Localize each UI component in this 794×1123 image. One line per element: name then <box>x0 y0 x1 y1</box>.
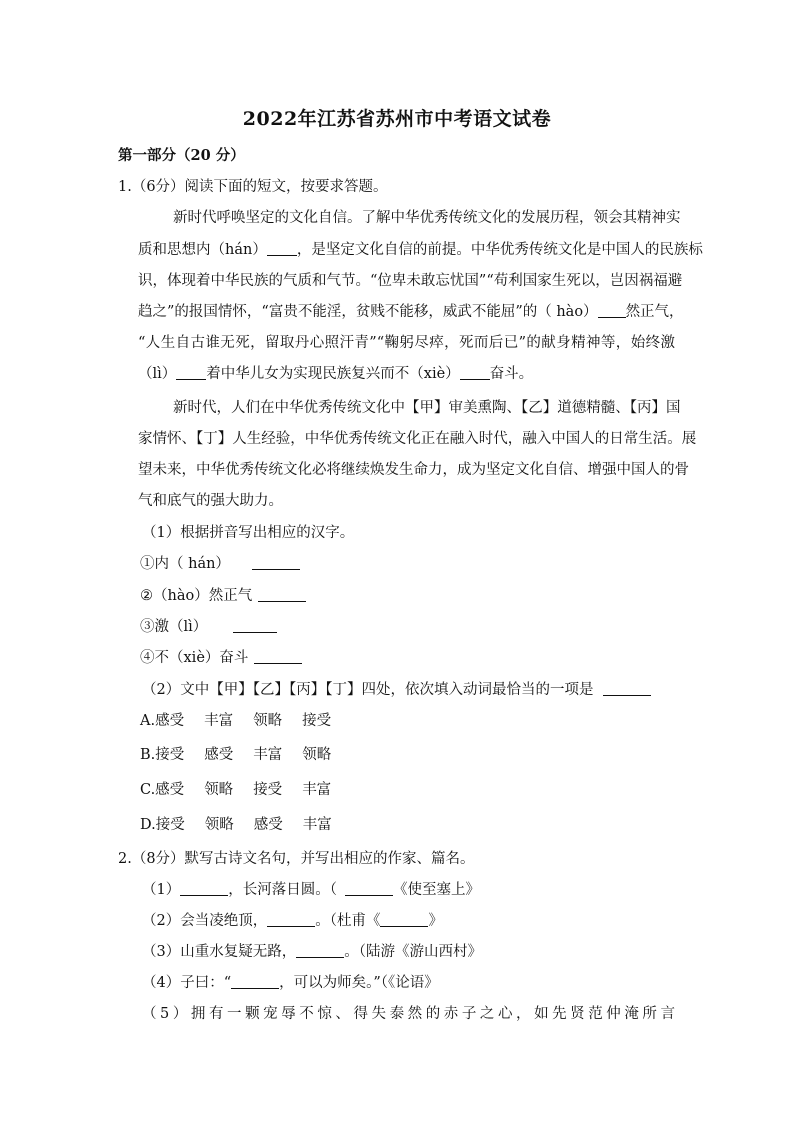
option-word: A.感受 <box>140 713 185 729</box>
passage-line <box>138 240 703 260</box>
option-word: 丰富 <box>302 782 332 798</box>
option-word: 丰富 <box>204 713 234 729</box>
item-text: （1） <box>142 882 181 898</box>
passage-text: 然正气， <box>625 304 684 320</box>
pinyin-prompt: （lì） <box>138 366 177 382</box>
answer-blank[interactable] <box>231 974 279 989</box>
pinyin-item <box>140 554 300 574</box>
option-word: 领略 <box>204 817 234 833</box>
item-text: （4）子曰：“ <box>142 975 232 991</box>
answer-blank[interactable] <box>176 365 206 380</box>
passage-line: 望未来，中华优秀传统文化必将继续焕发生命力，成为坚定文化自信、增强中国人的骨 <box>138 462 689 478</box>
option-word: B.接受 <box>140 747 185 763</box>
passage-line <box>138 364 533 384</box>
passage-line: 家情怀、【丁】人生经验，中华优秀传统文化正在融入时代，融入中国人的日常生活。展 <box>138 431 697 447</box>
pinyin-item-label: ②（hào）然正气 <box>140 588 253 604</box>
passage-line: “人生自古谁无死，留取丹心照汗青”“鞠躬尽瘁，死而后已”的献身精神等，始终激 <box>138 335 675 351</box>
answer-blank[interactable] <box>267 241 297 256</box>
passage-text: 趋之”的报国情怀，“富贵不能淫，贫贱不能移，威武不能屈”的（ hào） <box>138 304 598 320</box>
recitation-item <box>142 911 443 931</box>
item-text: （3）山重水复疑无路， <box>142 944 297 960</box>
option-word: 丰富 <box>253 747 283 763</box>
pinyin-item <box>140 586 306 606</box>
item-text: 《使至塞上》 <box>392 882 480 898</box>
answer-blank[interactable] <box>345 881 393 896</box>
sub-question-1: （1）根据拼音写出相应的汉字。 <box>142 525 355 541</box>
answer-blank[interactable] <box>233 618 277 633</box>
answer-blank[interactable] <box>180 881 228 896</box>
passage-line <box>138 302 684 322</box>
passage-line: 识，体现着中华民族的气质和气节。“位卑未敢忘忧国”“苟利国家生死以，岂因祸福避 <box>138 273 683 289</box>
answer-blank[interactable] <box>380 912 428 927</box>
item-text: 》 <box>428 913 443 929</box>
option-word: 感受 <box>253 817 283 833</box>
choice-option[interactable] <box>140 815 332 835</box>
answer-blank[interactable] <box>296 943 344 958</box>
answer-blank[interactable] <box>252 555 300 570</box>
pinyin-item <box>140 648 302 668</box>
choice-option[interactable] <box>140 711 331 731</box>
option-word: 接受 <box>302 713 332 729</box>
pinyin-item-label: ①内（ hán） <box>140 556 230 572</box>
passage-line: 新时代呼唤坚定的文化自信。了解中华优秀传统文化的发展历程，领会其精神实 <box>173 210 681 226</box>
option-word: 领略 <box>302 747 332 763</box>
item-text: （2）会当凌绝顶， <box>142 913 268 929</box>
passage-line: 新时代，人们在中华优秀传统文化中【甲】审美熏陶、【乙】道德精髓、【丙】国 <box>173 400 681 416</box>
pinyin-item-label: ③激（lì） <box>140 619 208 635</box>
option-word: 领略 <box>253 713 283 729</box>
page-title: 2022年江苏省苏州市中考语文试卷 <box>242 108 552 130</box>
option-word: 领略 <box>204 782 234 798</box>
item-text: 。（陆游《游山西村》 <box>344 944 482 960</box>
pinyin-item-label: ④不（xiè）奋斗 <box>140 650 249 666</box>
pinyin-item <box>140 617 277 637</box>
option-word: 丰富 <box>302 817 332 833</box>
choice-option[interactable] <box>140 745 331 765</box>
passage-text: 着中华儿女为实现民族复兴而不（xiè） <box>206 366 460 382</box>
option-word: D.接受 <box>140 817 185 833</box>
part-heading: 第一部分（20 分） <box>118 147 245 164</box>
choice-option[interactable] <box>140 780 331 800</box>
sub-question-2 <box>142 680 651 700</box>
answer-blank[interactable] <box>460 365 490 380</box>
item-text: ，可以为师矣。”（《论语》 <box>279 975 439 991</box>
passage-text: ，是坚定文化自信的前提。中华优秀传统文化是中国人的民族标 <box>296 242 703 258</box>
sub-question-2-text: （2）文中【甲】【乙】【丙】【丁】四处，依次填入动词最恰当的一项是 <box>142 682 594 698</box>
answer-blank[interactable] <box>267 912 315 927</box>
passage-line: 气和底气的强大助力。 <box>138 493 283 509</box>
item-text: 。（杜甫《 <box>315 913 381 929</box>
answer-blank[interactable] <box>598 303 626 318</box>
recitation-item <box>142 973 439 993</box>
option-word: C.感受 <box>140 782 185 798</box>
question-2-stem: 2.（8分）默写古诗文名句，并写出相应的作家、篇名。 <box>118 851 475 867</box>
recitation-item <box>142 880 480 900</box>
option-word: 接受 <box>253 782 283 798</box>
question-1-stem: 1.（6分）阅读下面的短文，按要求答题。 <box>118 179 388 195</box>
recitation-item <box>142 942 482 962</box>
answer-blank[interactable] <box>258 587 306 602</box>
recitation-item: （5）拥有一颗宠辱不惊、得失泰然的赤子之心，如先贤范仲淹所言 <box>142 1006 675 1022</box>
answer-blank[interactable] <box>603 681 651 696</box>
passage-text: 奋斗。 <box>489 366 534 382</box>
option-word: 感受 <box>204 747 234 763</box>
pinyin-prompt: 质和思想内（hán） <box>138 242 267 258</box>
item-text: ，长河落日圆。（ <box>228 882 337 898</box>
answer-blank[interactable] <box>254 649 302 664</box>
